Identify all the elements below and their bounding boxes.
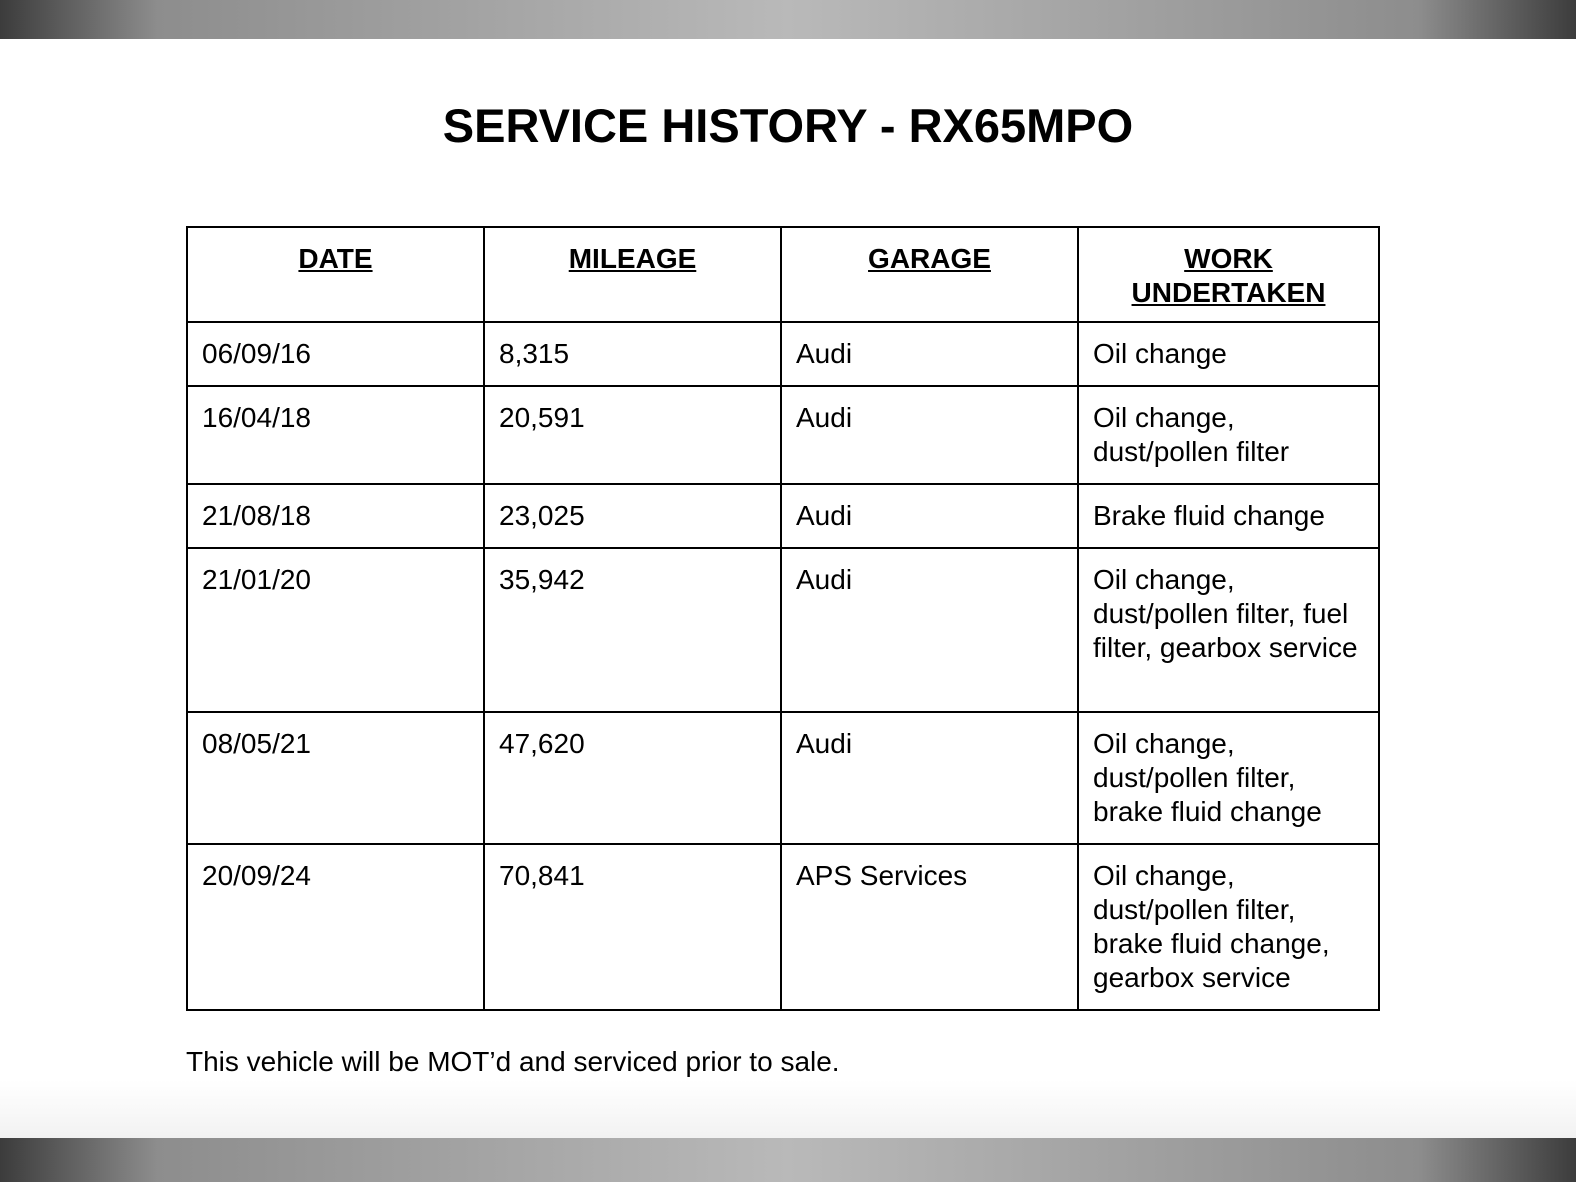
header-work-undertaken: WORK UNDERTAKEN	[1078, 227, 1379, 322]
header-mileage: MILEAGE	[484, 227, 781, 322]
cell-garage: Audi	[781, 548, 1078, 712]
cell-work: Oil change, dust/pollen filter, brake fluid change	[1078, 712, 1379, 844]
table-row	[187, 322, 1379, 386]
cell-garage: APS Services	[781, 844, 1078, 1010]
cell-date: 20/09/24	[187, 844, 484, 1010]
cell-work: Oil change	[1078, 322, 1379, 386]
service-history-table	[186, 226, 1380, 1011]
document-title: SERVICE HISTORY - RX65MPO	[442, 99, 1134, 152]
bottom-fade	[0, 1080, 1576, 1138]
cell-work: Brake fluid change	[1078, 484, 1379, 548]
cell-garage: Audi	[781, 322, 1078, 386]
cell-mileage: 35,942	[484, 548, 781, 712]
cell-date: 21/08/18	[187, 484, 484, 548]
cell-mileage: 47,620	[484, 712, 781, 844]
cell-mileage: 70,841	[484, 844, 781, 1010]
cell-mileage: 23,025	[484, 484, 781, 548]
cell-garage: Audi	[781, 386, 1078, 484]
sale-note: This vehicle will be MOT’d and serviced prior to sale.	[186, 1046, 840, 1077]
top-frame-bar	[0, 0, 1576, 39]
cell-date: 06/09/16	[187, 322, 484, 386]
table-row	[187, 548, 1379, 712]
cell-garage: Audi	[781, 712, 1078, 844]
cell-date: 16/04/18	[187, 386, 484, 484]
cell-work: Oil change, dust/pollen filter	[1078, 386, 1379, 484]
table-row	[187, 484, 1379, 548]
cell-work: Oil change, dust/pollen filter, fuel filter, gearbox service	[1078, 548, 1379, 712]
cell-work: Oil change, dust/pollen filter, brake fluid change, gearbox service	[1078, 844, 1379, 1010]
cell-mileage: 8,315	[484, 322, 781, 386]
bottom-frame-bar	[0, 1138, 1576, 1182]
table-row	[187, 844, 1379, 1010]
table-header-row	[187, 227, 1379, 322]
cell-date: 08/05/21	[187, 712, 484, 844]
header-garage: GARAGE	[781, 227, 1078, 322]
header-date: DATE	[187, 227, 484, 322]
table-row	[187, 712, 1379, 844]
cell-date: 21/01/20	[187, 548, 484, 712]
table-row	[187, 386, 1379, 484]
cell-mileage: 20,591	[484, 386, 781, 484]
cell-garage: Audi	[781, 484, 1078, 548]
